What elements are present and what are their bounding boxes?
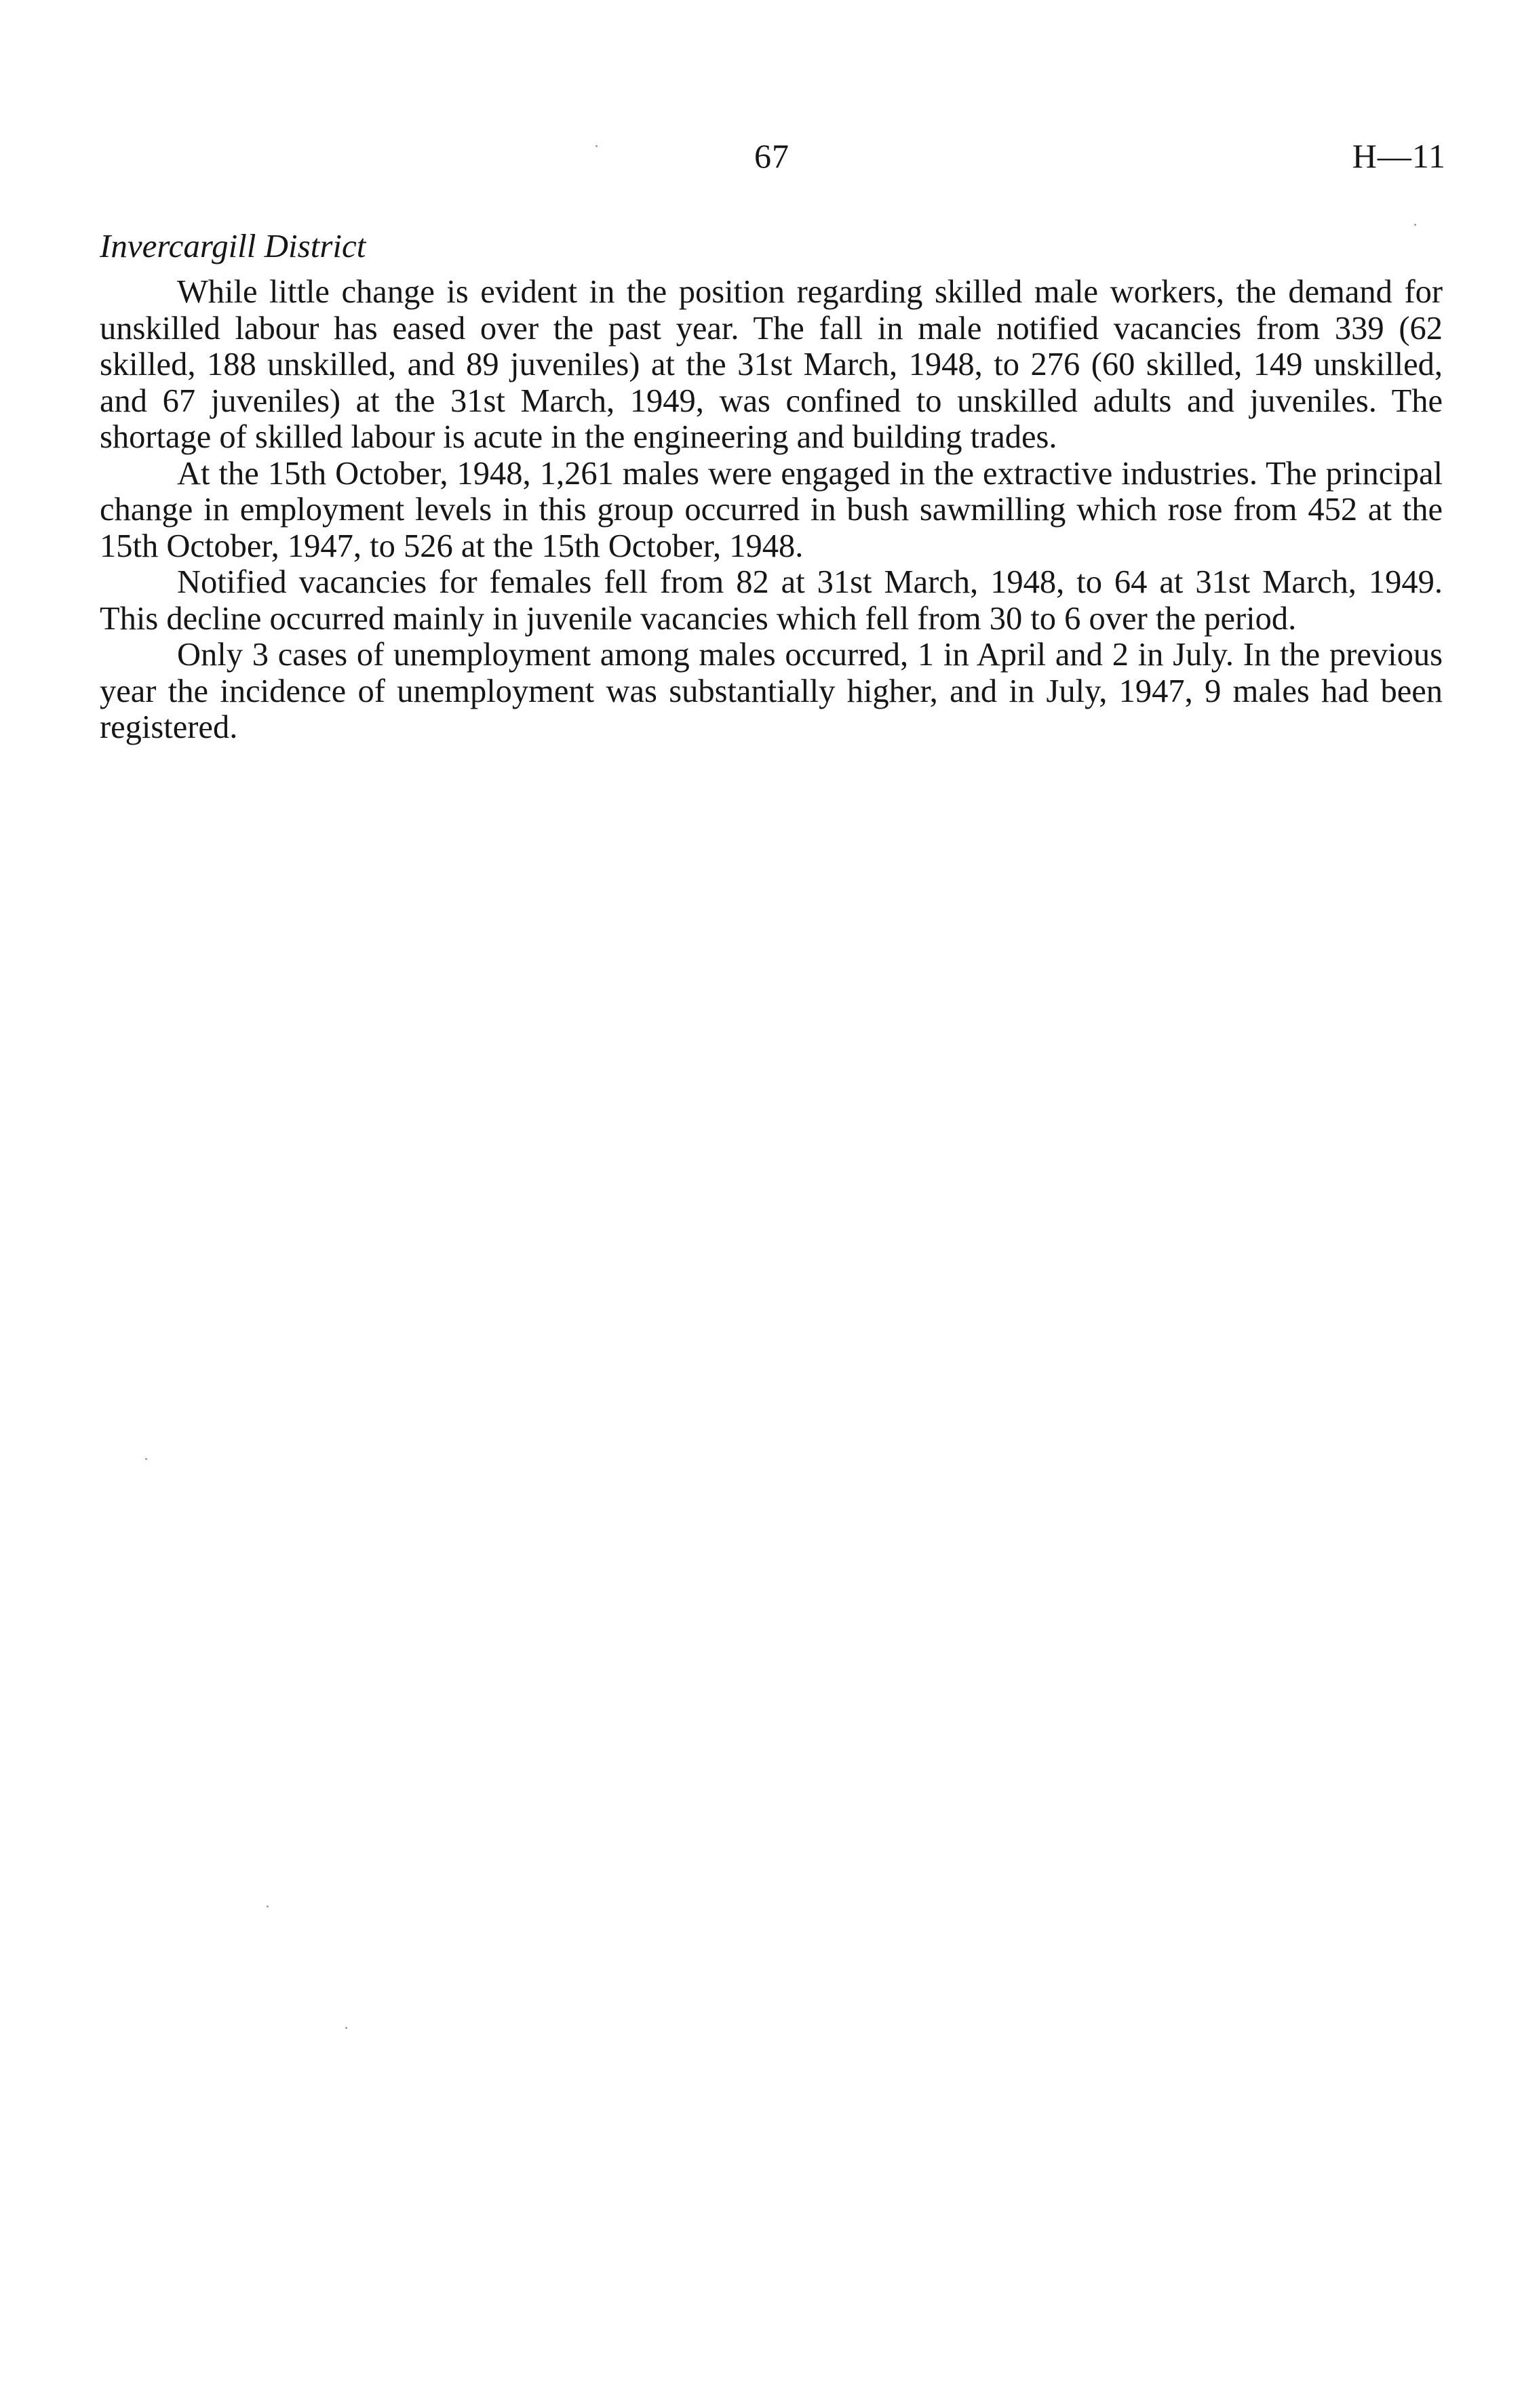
section-invercargill-district (100, 224, 1443, 746)
paragraph-female-vacancies: Notified vacancies for females fell from 82 at 31st March, 1948, to 64 at 31st March, 1949. This decline occurred mainly in juvenile vacancies which fell from 30 to 6 over the period. (100, 564, 1443, 637)
page-header (0, 136, 1522, 183)
scan-speck (596, 145, 598, 147)
document-reference: H—11 (1352, 137, 1446, 175)
scan-speck (1414, 224, 1416, 226)
scan-speck (345, 2027, 347, 2029)
paragraph-unemployment: Only 3 cases of unemployment among males occurred, 1 in April and 2 in July. In the previous year the incidence of unemployment was substantially higher, and in July, 1947, 9 males had been registered. (100, 637, 1443, 745)
scan-speck (145, 1458, 147, 1460)
page-number: 67 (754, 137, 789, 175)
paragraph-extractive-industries: At the 15th October, 1948, 1,261 males were engaged in the extractive industries. The principal change in employment levels in this group occurred in bush sawmilling which rose from 452 at the 15th October, 1947, to 526 at the 15th October, 1948. (100, 455, 1443, 564)
section-heading: Invercargill District (100, 227, 366, 264)
scan-speck (267, 1906, 269, 1908)
paragraph-skilled-labour: While little change is evident in the position regarding skilled male workers, the demand for unskilled labour has eased over the past year. The fall in male notified vacancies from 339 (62 skilled, 188 unskilled, and 89 juveniles) at the 31st March, 1948, to 276 (60 skilled, 149 unskilled, and 67 juveniles) at the 31st March, 1949, was confined to unskilled adults and juveniles. The shortage of skilled labour is acute in the engineering and building trades. (100, 274, 1443, 455)
